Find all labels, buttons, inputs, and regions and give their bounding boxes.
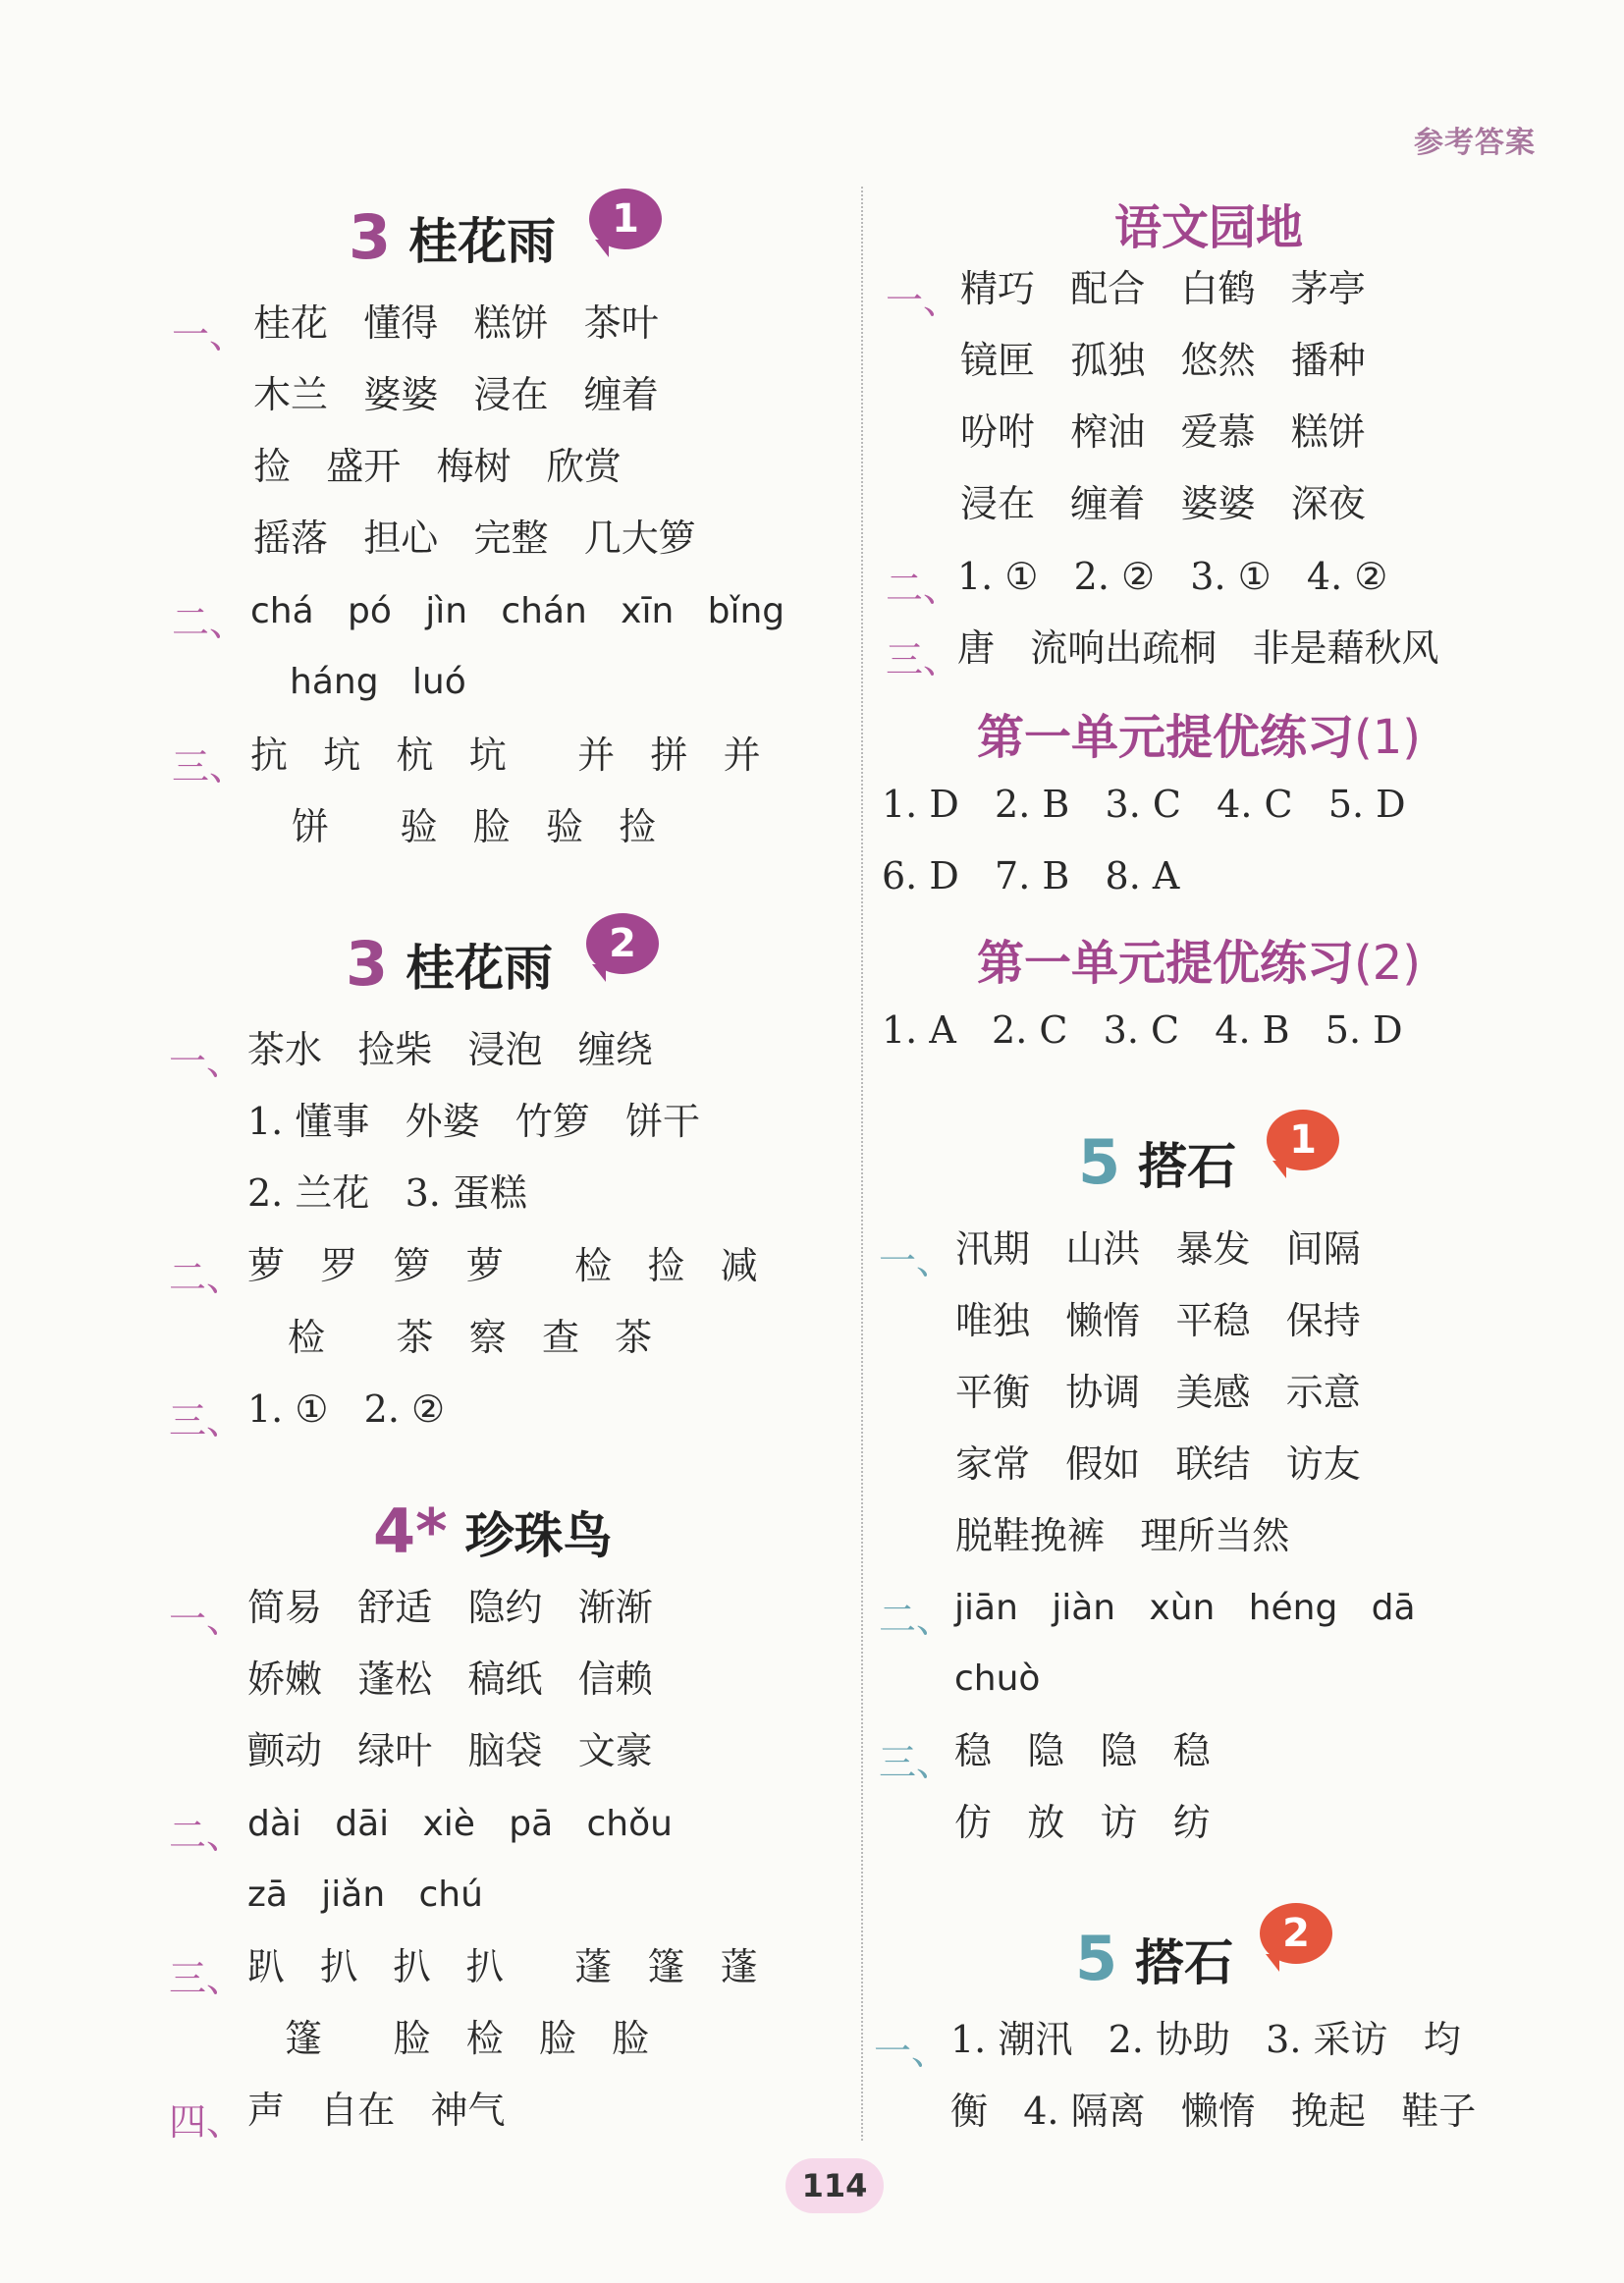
answer-line: 仿 放 访 纺 bbox=[954, 1801, 1211, 1844]
answer-line: 萝 罗 箩 萝 检 捡 减 bbox=[247, 1244, 758, 1287]
question-marker: 一、 bbox=[169, 1040, 244, 1083]
lesson-number: 5 bbox=[1075, 1923, 1118, 1994]
lesson-name: 搭石 bbox=[1138, 1138, 1237, 1195]
answer-line: 茶水 捡柴 浸泡 缠绕 bbox=[247, 1028, 653, 1071]
lesson-name: 搭石 bbox=[1135, 1934, 1234, 1991]
question-marker: 一、 bbox=[172, 313, 247, 356]
question-marker: 二、 bbox=[172, 601, 247, 644]
question-marker: 一、 bbox=[874, 2030, 949, 2073]
answer-line: 1. 懂事 外婆 竹箩 饼干 bbox=[247, 1100, 701, 1143]
section-title-unit1-practice-2 bbox=[977, 925, 1421, 993]
answer-line: 1. A 2. C 3. C 4. B 5. D bbox=[882, 1008, 1403, 1052]
answer-line: 趴 扒 扒 扒 蓬 篷 蓬 bbox=[247, 1945, 758, 1988]
answer-line: 浸在 缠着 婆婆 深夜 bbox=[960, 482, 1366, 525]
lesson-name: 桂花雨 bbox=[406, 940, 554, 997]
lesson-title-5-2 bbox=[1075, 1923, 1233, 1994]
question-marker: 二、 bbox=[879, 1598, 954, 1641]
lesson-number: 3 bbox=[349, 201, 392, 273]
pinyin-line: háng luó bbox=[290, 662, 466, 702]
answer-line: 平衡 协调 美感 示意 bbox=[955, 1371, 1361, 1414]
answer-line: 镜匣 孤独 悠然 播种 bbox=[960, 339, 1366, 382]
badge-icon: 1 bbox=[589, 189, 662, 249]
section-title-unit1-practice-1 bbox=[977, 699, 1421, 767]
lesson-title-5-1 bbox=[1078, 1126, 1236, 1198]
answer-line: 检 茶 察 查 茶 bbox=[288, 1316, 653, 1359]
pinyin-line: chá pó jìn chán xīn bǐng bbox=[250, 591, 785, 631]
answer-line: 篷 脸 检 脸 脸 bbox=[285, 2017, 650, 2060]
badge-icon: 2 bbox=[1260, 1903, 1332, 1964]
lesson-name: 桂花雨 bbox=[408, 213, 557, 270]
question-marker: 三、 bbox=[879, 1741, 954, 1784]
answer-line: 家常 假如 联结 访友 bbox=[955, 1442, 1361, 1486]
question-marker: 一、 bbox=[879, 1239, 954, 1282]
answer-line: 精巧 配合 白鹤 茅亭 bbox=[960, 267, 1366, 310]
answer-line: 简易 舒适 隐约 渐渐 bbox=[247, 1586, 653, 1629]
question-marker: 三、 bbox=[169, 1399, 244, 1442]
badge-icon: 2 bbox=[586, 913, 659, 974]
question-marker: 三、 bbox=[172, 745, 247, 788]
answer-line: 稳 隐 隐 稳 bbox=[954, 1729, 1211, 1772]
question-marker: 二、 bbox=[169, 1256, 244, 1299]
question-marker: 三、 bbox=[169, 1957, 244, 2000]
question-marker: 四、 bbox=[169, 2100, 244, 2144]
section-title-paren: (2) bbox=[1354, 936, 1422, 991]
answer-line: 脱鞋挽裤 理所当然 bbox=[955, 1514, 1290, 1557]
pinyin-line: chuò bbox=[954, 1658, 1041, 1699]
question-marker: 二、 bbox=[886, 567, 961, 610]
answer-line: 6. D 7. B 8. A bbox=[882, 854, 1180, 897]
answer-line: 2. 兰花 3. 蛋糕 bbox=[247, 1171, 527, 1215]
answer-line: 吩咐 榨油 爱慕 糕饼 bbox=[960, 410, 1366, 454]
lesson-number: 3 bbox=[346, 928, 389, 1000]
pinyin-line: zā jiǎn chú bbox=[247, 1875, 483, 1915]
section-title-text: 第一单元提优练习 bbox=[977, 710, 1355, 765]
answer-line: 汛期 山洪 暴发 间隔 bbox=[955, 1227, 1361, 1271]
answer-line: 捡 盛开 梅树 欣赏 bbox=[253, 445, 622, 488]
question-marker: 一、 bbox=[169, 1598, 244, 1641]
answer-line: 抗 坑 杭 坑 并 拼 并 bbox=[250, 734, 761, 777]
lesson-name: 珍珠鸟 bbox=[464, 1507, 613, 1564]
question-marker: 三、 bbox=[886, 638, 961, 681]
answer-line: 1. D 2. B 3. C 4. C 5. D bbox=[882, 783, 1406, 826]
answer-line: 1. 潮汛 2. 协助 3. 采访 均 bbox=[950, 2018, 1461, 2061]
answer-line: 1. ① 2. ② 3. ① 4. ② bbox=[957, 555, 1388, 598]
answer-line: 颤动 绿叶 脑袋 文豪 bbox=[247, 1729, 653, 1772]
lesson-title-3-2 bbox=[346, 928, 553, 1000]
column-divider bbox=[861, 187, 863, 2141]
page-number: 114 bbox=[785, 2158, 884, 2213]
question-marker: 二、 bbox=[169, 1814, 244, 1857]
badge-icon: 1 bbox=[1267, 1110, 1339, 1170]
answer-line: 衡 4. 隔离 懒惰 挽起 鞋子 bbox=[950, 2090, 1477, 2133]
lesson-number: 4* bbox=[373, 1495, 448, 1567]
answer-line: 摇落 担心 完整 几大箩 bbox=[253, 516, 696, 560]
answer-line: 桂花 懂得 糕饼 茶叶 bbox=[253, 301, 659, 345]
answer-key-label: 参考答案 bbox=[1414, 126, 1536, 160]
lesson-number: 5 bbox=[1078, 1126, 1121, 1198]
lesson-title-3-1 bbox=[349, 201, 556, 273]
pinyin-line: jiān jiàn xùn héng dā bbox=[954, 1588, 1416, 1628]
answer-line: 娇嫩 蓬松 稿纸 信赖 bbox=[247, 1658, 653, 1701]
answer-line: 唯独 懒惰 平稳 保持 bbox=[955, 1299, 1361, 1342]
answer-line: 饼 验 脸 验 捡 bbox=[292, 805, 657, 848]
section-title-paren: (1) bbox=[1354, 710, 1422, 765]
pinyin-line: dài dāi xiè pā chǒu bbox=[247, 1804, 673, 1844]
lesson-title-4 bbox=[373, 1495, 613, 1567]
answer-line: 唐 流响出疏桐 非是藉秋风 bbox=[957, 626, 1439, 670]
answer-line: 1. ① 2. ② bbox=[247, 1387, 446, 1431]
section-title-text: 第一单元提优练习 bbox=[977, 936, 1355, 991]
question-marker: 一、 bbox=[886, 279, 961, 322]
answer-line: 木兰 婆婆 浸在 缠着 bbox=[253, 373, 659, 416]
section-title-yuwen-yuandi: 语文园地 bbox=[1114, 200, 1304, 255]
answer-line: 声 自在 神气 bbox=[247, 2089, 506, 2132]
